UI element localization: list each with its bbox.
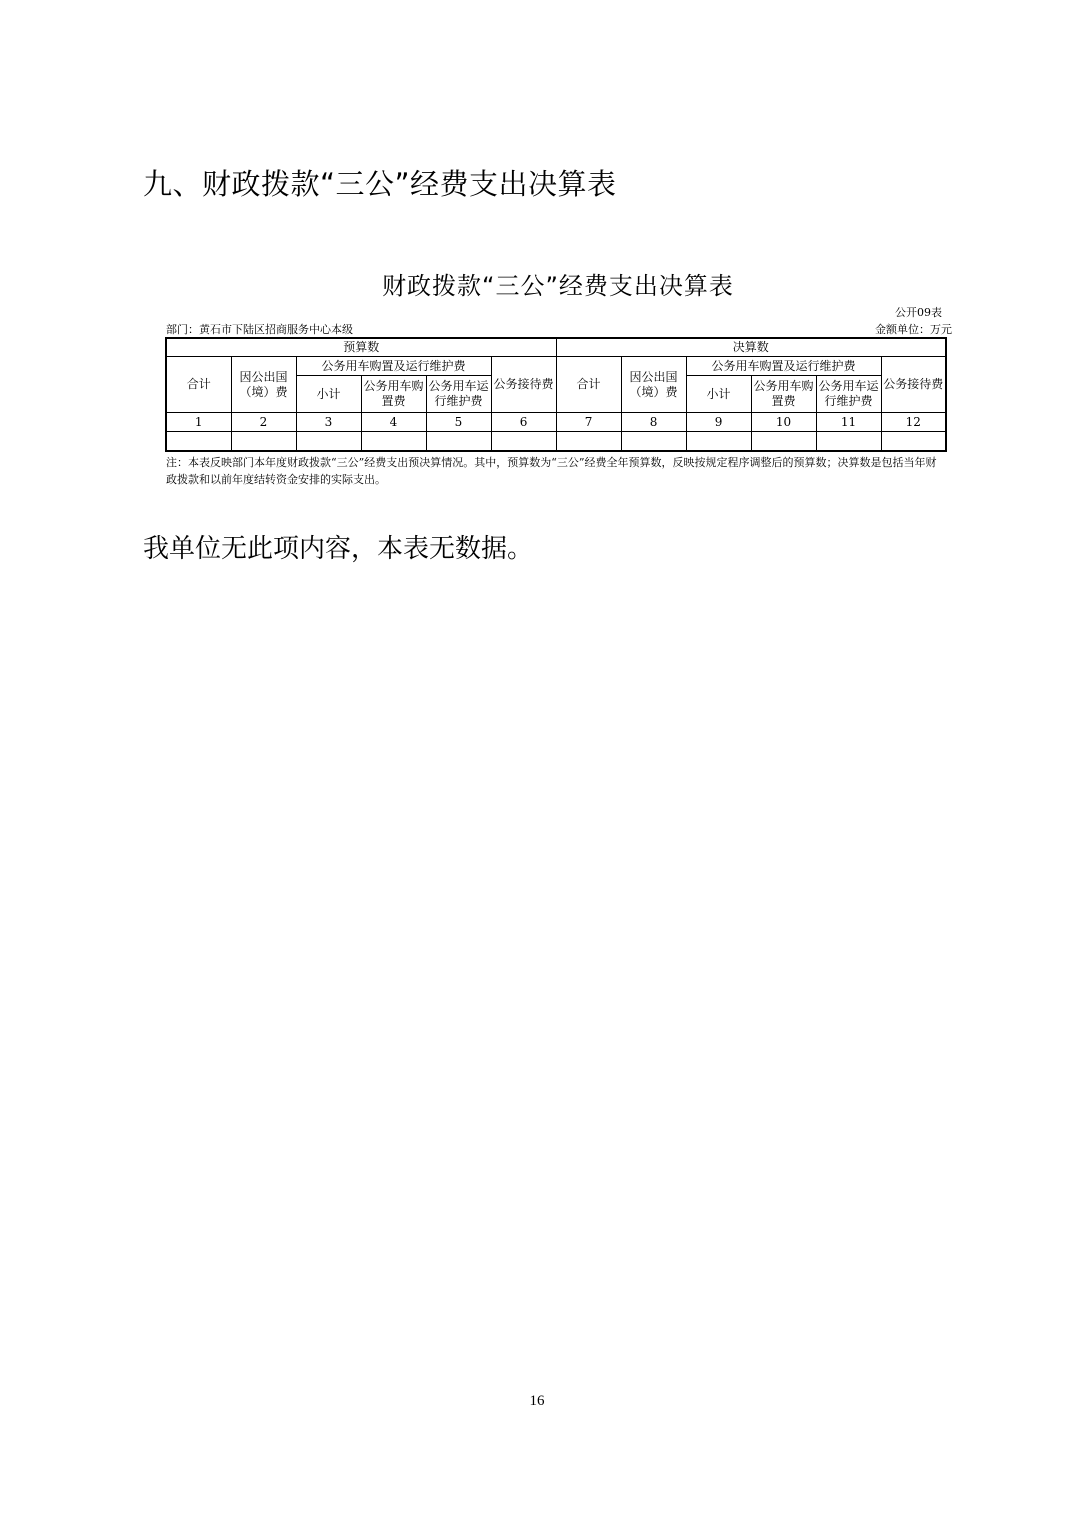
column-number: 1 xyxy=(166,413,231,432)
header-vehicle-operation: 公务用车运行维护费 xyxy=(816,376,881,413)
group-budget: 预算数 xyxy=(166,338,556,357)
column-number: 5 xyxy=(426,413,491,432)
empty-cell xyxy=(621,432,686,452)
column-number: 10 xyxy=(751,413,816,432)
header-total: 合计 xyxy=(166,357,231,413)
three-public-expenses-table xyxy=(162,262,954,494)
column-number: 12 xyxy=(881,413,946,432)
header-vehicle-group: 公务用车购置及运行维护费 xyxy=(296,357,491,376)
column-number: 6 xyxy=(491,413,556,432)
header-abroad: 因公出国（境）费 xyxy=(621,357,686,413)
group-header-row xyxy=(166,338,946,357)
empty-cell xyxy=(686,432,751,452)
header-abroad: 因公出国（境）费 xyxy=(231,357,296,413)
table-note: 注：本表反映部门本年度财政拨款“三公”经费支出预决算情况。其中，预算数为“三公”经费全年预算数，反映按规定程序调整后的预算数；决算数是包括当年财政拨款和以前年度结转资金安排的实际支出。 xyxy=(166,456,937,486)
empty-cell xyxy=(491,432,556,452)
page-number: 16 xyxy=(529,1393,545,1409)
sub-header-row xyxy=(166,357,946,376)
empty-cell xyxy=(556,432,621,452)
column-number: 4 xyxy=(361,413,426,432)
empty-cell xyxy=(166,432,231,452)
group-final: 决算数 xyxy=(556,338,946,357)
header-reception: 公务接待费 xyxy=(491,357,556,413)
header-total: 合计 xyxy=(556,357,621,413)
table-title: 财政拨款“三公”经费支出决算表 xyxy=(382,272,734,300)
empty-cell xyxy=(426,432,491,452)
department-label: 部门：黄石市下陆区招商服务中心本级 xyxy=(166,323,353,336)
header-vehicle-group: 公务用车购置及运行维护费 xyxy=(686,357,881,376)
column-number-row xyxy=(166,413,946,432)
column-number: 3 xyxy=(296,413,361,432)
empty-cell xyxy=(816,432,881,452)
empty-cell xyxy=(361,432,426,452)
header-vehicle-purchase: 公务用车购置费 xyxy=(361,376,426,413)
empty-cell xyxy=(751,432,816,452)
column-number: 9 xyxy=(686,413,751,432)
section-heading: 九、财政拨款“三公”经费支出决算表 xyxy=(143,167,617,201)
header-vehicle-purchase: 公务用车购置费 xyxy=(751,376,816,413)
column-number: 11 xyxy=(816,413,881,432)
amount-unit-label: 金额单位：万元 xyxy=(875,323,952,336)
empty-cell xyxy=(881,432,946,452)
table-code: 公开09表 xyxy=(895,306,942,319)
header-subtotal: 小计 xyxy=(686,376,751,413)
expense-grid xyxy=(165,337,947,452)
column-number: 7 xyxy=(556,413,621,432)
column-number: 2 xyxy=(231,413,296,432)
empty-data-row xyxy=(166,432,946,452)
header-reception: 公务接待费 xyxy=(881,357,946,413)
header-subtotal: 小计 xyxy=(296,376,361,413)
column-number: 8 xyxy=(621,413,686,432)
header-vehicle-operation: 公务用车运行维护费 xyxy=(426,376,491,413)
empty-cell xyxy=(231,432,296,452)
empty-cell xyxy=(296,432,361,452)
no-data-statement: 我单位无此项内容，本表无数据。 xyxy=(143,534,534,564)
